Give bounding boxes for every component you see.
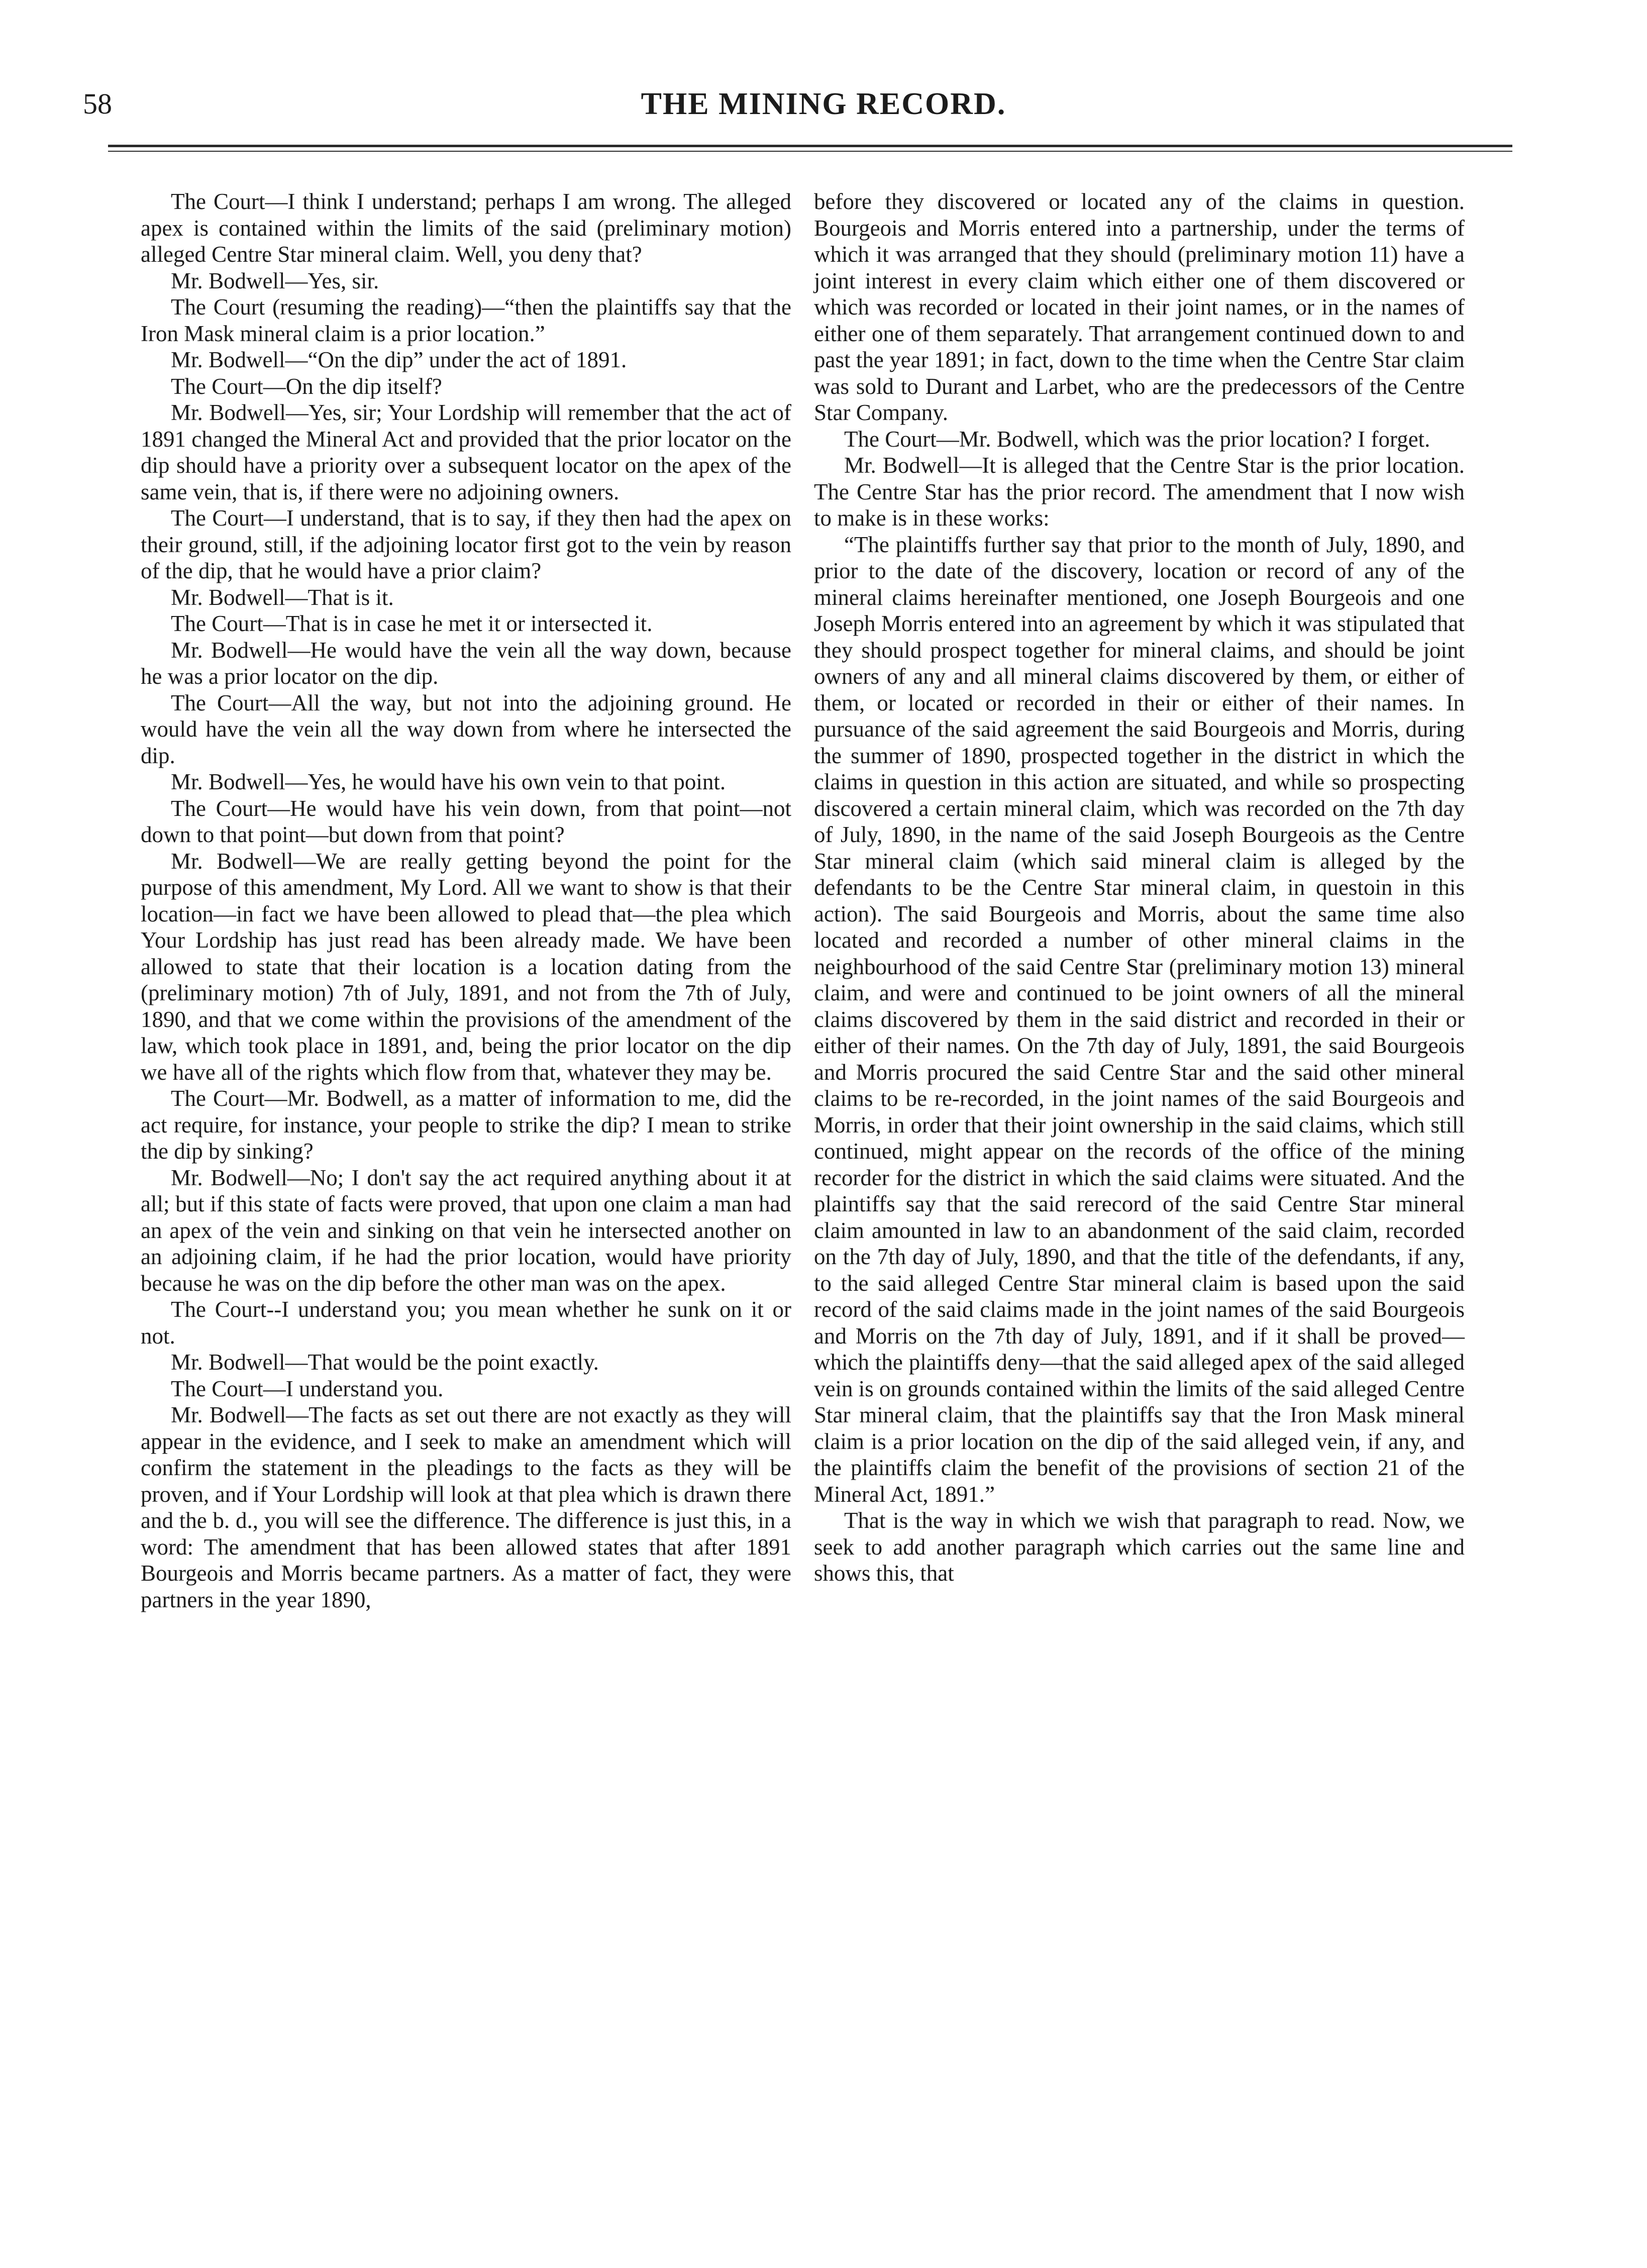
header-rule-thick	[108, 145, 1512, 147]
right-column	[814, 188, 1465, 1587]
paragraph: The Court—On the dip itself?	[171, 373, 442, 399]
quoted-amendment: “The plaintiffs further say that prior to the month of July, 1890, and prior to the date of the discovery, location or record of any of the mineral claims hereinafter mentioned, one Joseph Bourgeois and one Joseph Morris entered into an agreement by which it was stipulated that they should prospect together for mineral claims, and should be joint owners of any and all mineral claims discovered by them, or either of them, or located or recorded in their or either of their names. In pursuance of the said agreement the said Bourgeois and Morris, during the summer of 1890, prospected together in the district in which the claims in question in this action are situated, and while so prospecting discovered a certain mineral claim, which was recorded on the 7th day of July, 1890, in the name of the said Joseph Bourgeois as the Centre Star mineral claim (which said mineral claim is alleged by the defendants to be the Centre Star mineral claim, in questoin in this action). The said Bourgeois and Morris, about the same time also located and recorded a number of other mineral claims in the neighbourhood of the said Centre Star (preliminary motion 13) mineral claim, and were and continued to be joint owners of all the mineral claims discovered by them in the said district and recorded in their or either of their names. On the 7th day of July, 1891, the said Bourgeois and Morris procured the said Centre Star and the said other mineral claims to be re-recorded, in the joint names of the said Bourgeois and Morris, in order that their joint ownership in the said claims, which still continued, might appear on the records of the office of the mining recorder for the district in which the said claims were situated. And the plaintiffs say that the said rerecord of the said Centre Star mineral claim amounted in law to an abandonment of the said claim, recorded on the 7th day of July, 1890, and that the title of the defendants, if any, to the said alleged Centre Star mineral claim is based upon the said record of the said claims made in the joint names of the said Bourgeois and Morris on the 7th day of July, 1891, and if it shall be proved—which the plaintiffs deny—that the said alleged apex of the said alleged vein is on grounds contained within the limits of the said alleged Centre Star mineral claim, that the plaintiffs say that the Iron Mask mineral claim is a prior location on the dip of the said alleged vein, if any, and the plaintiffs claim the benefit of the provisions of section 21 of the Mineral Act, 1891.”	[814, 532, 1465, 1507]
paragraph: before they discovered or located any of the claims in question. Bourgeois and Morris entered into a partnership, under the terms of which it was arranged that they should (preliminary motion 11) have a joint interest in every claim which either one of them discovered or which was recorded or located in their joint names, or in the names of either one of them separately. That arrangement continued down to and past the year 1891; in fact, down to the time when the Centre Star claim was sold to Durant and Larbet, who are the predecessors of the Centre Star Company.	[814, 189, 1465, 425]
paragraph: The Court—I think I understand; perhaps I am wrong. The alleged apex is contained within the limits of the said (preliminary motion) alleged Centre Star mineral claim. Well, you deny that?	[141, 189, 791, 267]
paragraph: The Court—Mr. Bodwell, as a matter of information to me, did the act require, for instance, your people to strike the dip? I mean to strike the dip by sinking?	[141, 1086, 791, 1164]
paragraph: Mr. Bodwell—No; I don't say the act required anything about it at all; but if this state of facts were proved, that upon one claim a man had an apex of the vein and sinking on that vein he intersected another on an adjoining claim, if he had the prior location, would have priority because he was on the dip before the other man was on the apex.	[141, 1165, 791, 1296]
paragraph: Mr. Bodwell—It is alleged that the Centre Star is the prior location. The Centre Star has the prior record. The amendment that I now wish to make is in these works:	[814, 453, 1465, 531]
paragraph: Mr. Bodwell—We are really getting beyond the point for the purpose of this amendment, My Lord. All we want to show is that their location—in fact we have been allowed to plead that—the plea which Your Lordship has just read has been already made. We have been allowed to state that their location is a location dating from the (preliminary motion) 7th of July, 1891, and not from the 7th of July, 1890, and that we come within the provisions of the amendment of the law, which took place in 1891, and, being the prior locator on the dip we have all of the rights which flow from that, whatever they may be.	[141, 848, 791, 1085]
paragraph: The Court (resuming the reading)—“then the plaintiffs say that the Iron Mask mineral claim is a prior location.”	[141, 294, 791, 346]
paragraph: The Court—Mr. Bodwell, which was the prior location? I forget.	[844, 426, 1430, 452]
paragraph: Mr. Bodwell—That is it.	[171, 584, 394, 610]
paragraph: Mr. Bodwell—“On the dip” under the act of 1891.	[171, 347, 627, 372]
paragraph: That is the way in which we wish that paragraph to read. Now, we seek to add another paragraph which carries out the same line and shows this, that	[814, 1508, 1465, 1586]
paragraph: Mr. Bodwell—Yes, sir.	[171, 268, 379, 293]
paragraph: The Court—He would have his vein down, from that point—not down to that point—but down from that point?	[141, 795, 791, 847]
paragraph: Mr. Bodwell—Yes, sir; Your Lordship will remember that the act of 1891 changed the Mineral Act and provided that the prior locator on the dip should have a priority over a subsequent locator on the apex of the same vein, that is, if there were no adjoining owners.	[141, 400, 791, 504]
paragraph: The Court—I understand, that is to say, if they then had the apex on their ground, still, if the adjoining locator first got to the vein by reason of the dip, that he would have a prior claim?	[141, 505, 791, 583]
header-rule-thin	[108, 151, 1512, 152]
paragraph: Mr. Bodwell—He would have the vein all the way down, because he was a prior locator on the dip.	[141, 637, 791, 689]
paragraph: The Court—All the way, but not into the adjoining ground. He would have the vein all the way down from where he intersected the dip.	[141, 690, 791, 768]
paragraph: The Court—I understand you.	[171, 1376, 444, 1401]
masthead-title: THE MINING RECORD.	[641, 87, 1006, 121]
paragraph: The Court--I understand you; you mean whether he sunk on it or not.	[141, 1297, 791, 1349]
paragraph: Mr. Bodwell—That would be the point exactly.	[171, 1350, 599, 1375]
left-column	[141, 188, 791, 1613]
paragraph: Mr. Bodwell—The facts as set out there are not exactly as they will appear in the evidence, and I seek to make an amendment which will confirm the statement in the pleadings to the facts as they will be proven, and if Your Lordship will look at that plea which is drawn there and the b. d., you will see the difference. The difference is just this, in a word: The amendment that has been allowed states that after 1891 Bourgeois and Morris became partners. As a matter of fact, they were partners in the year 1890,	[141, 1402, 791, 1612]
page-number: 58	[83, 87, 112, 120]
paragraph: The Court—That is in case he met it or intersected it.	[171, 611, 653, 636]
paragraph: Mr. Bodwell—Yes, he would have his own vein to that point.	[171, 769, 726, 794]
